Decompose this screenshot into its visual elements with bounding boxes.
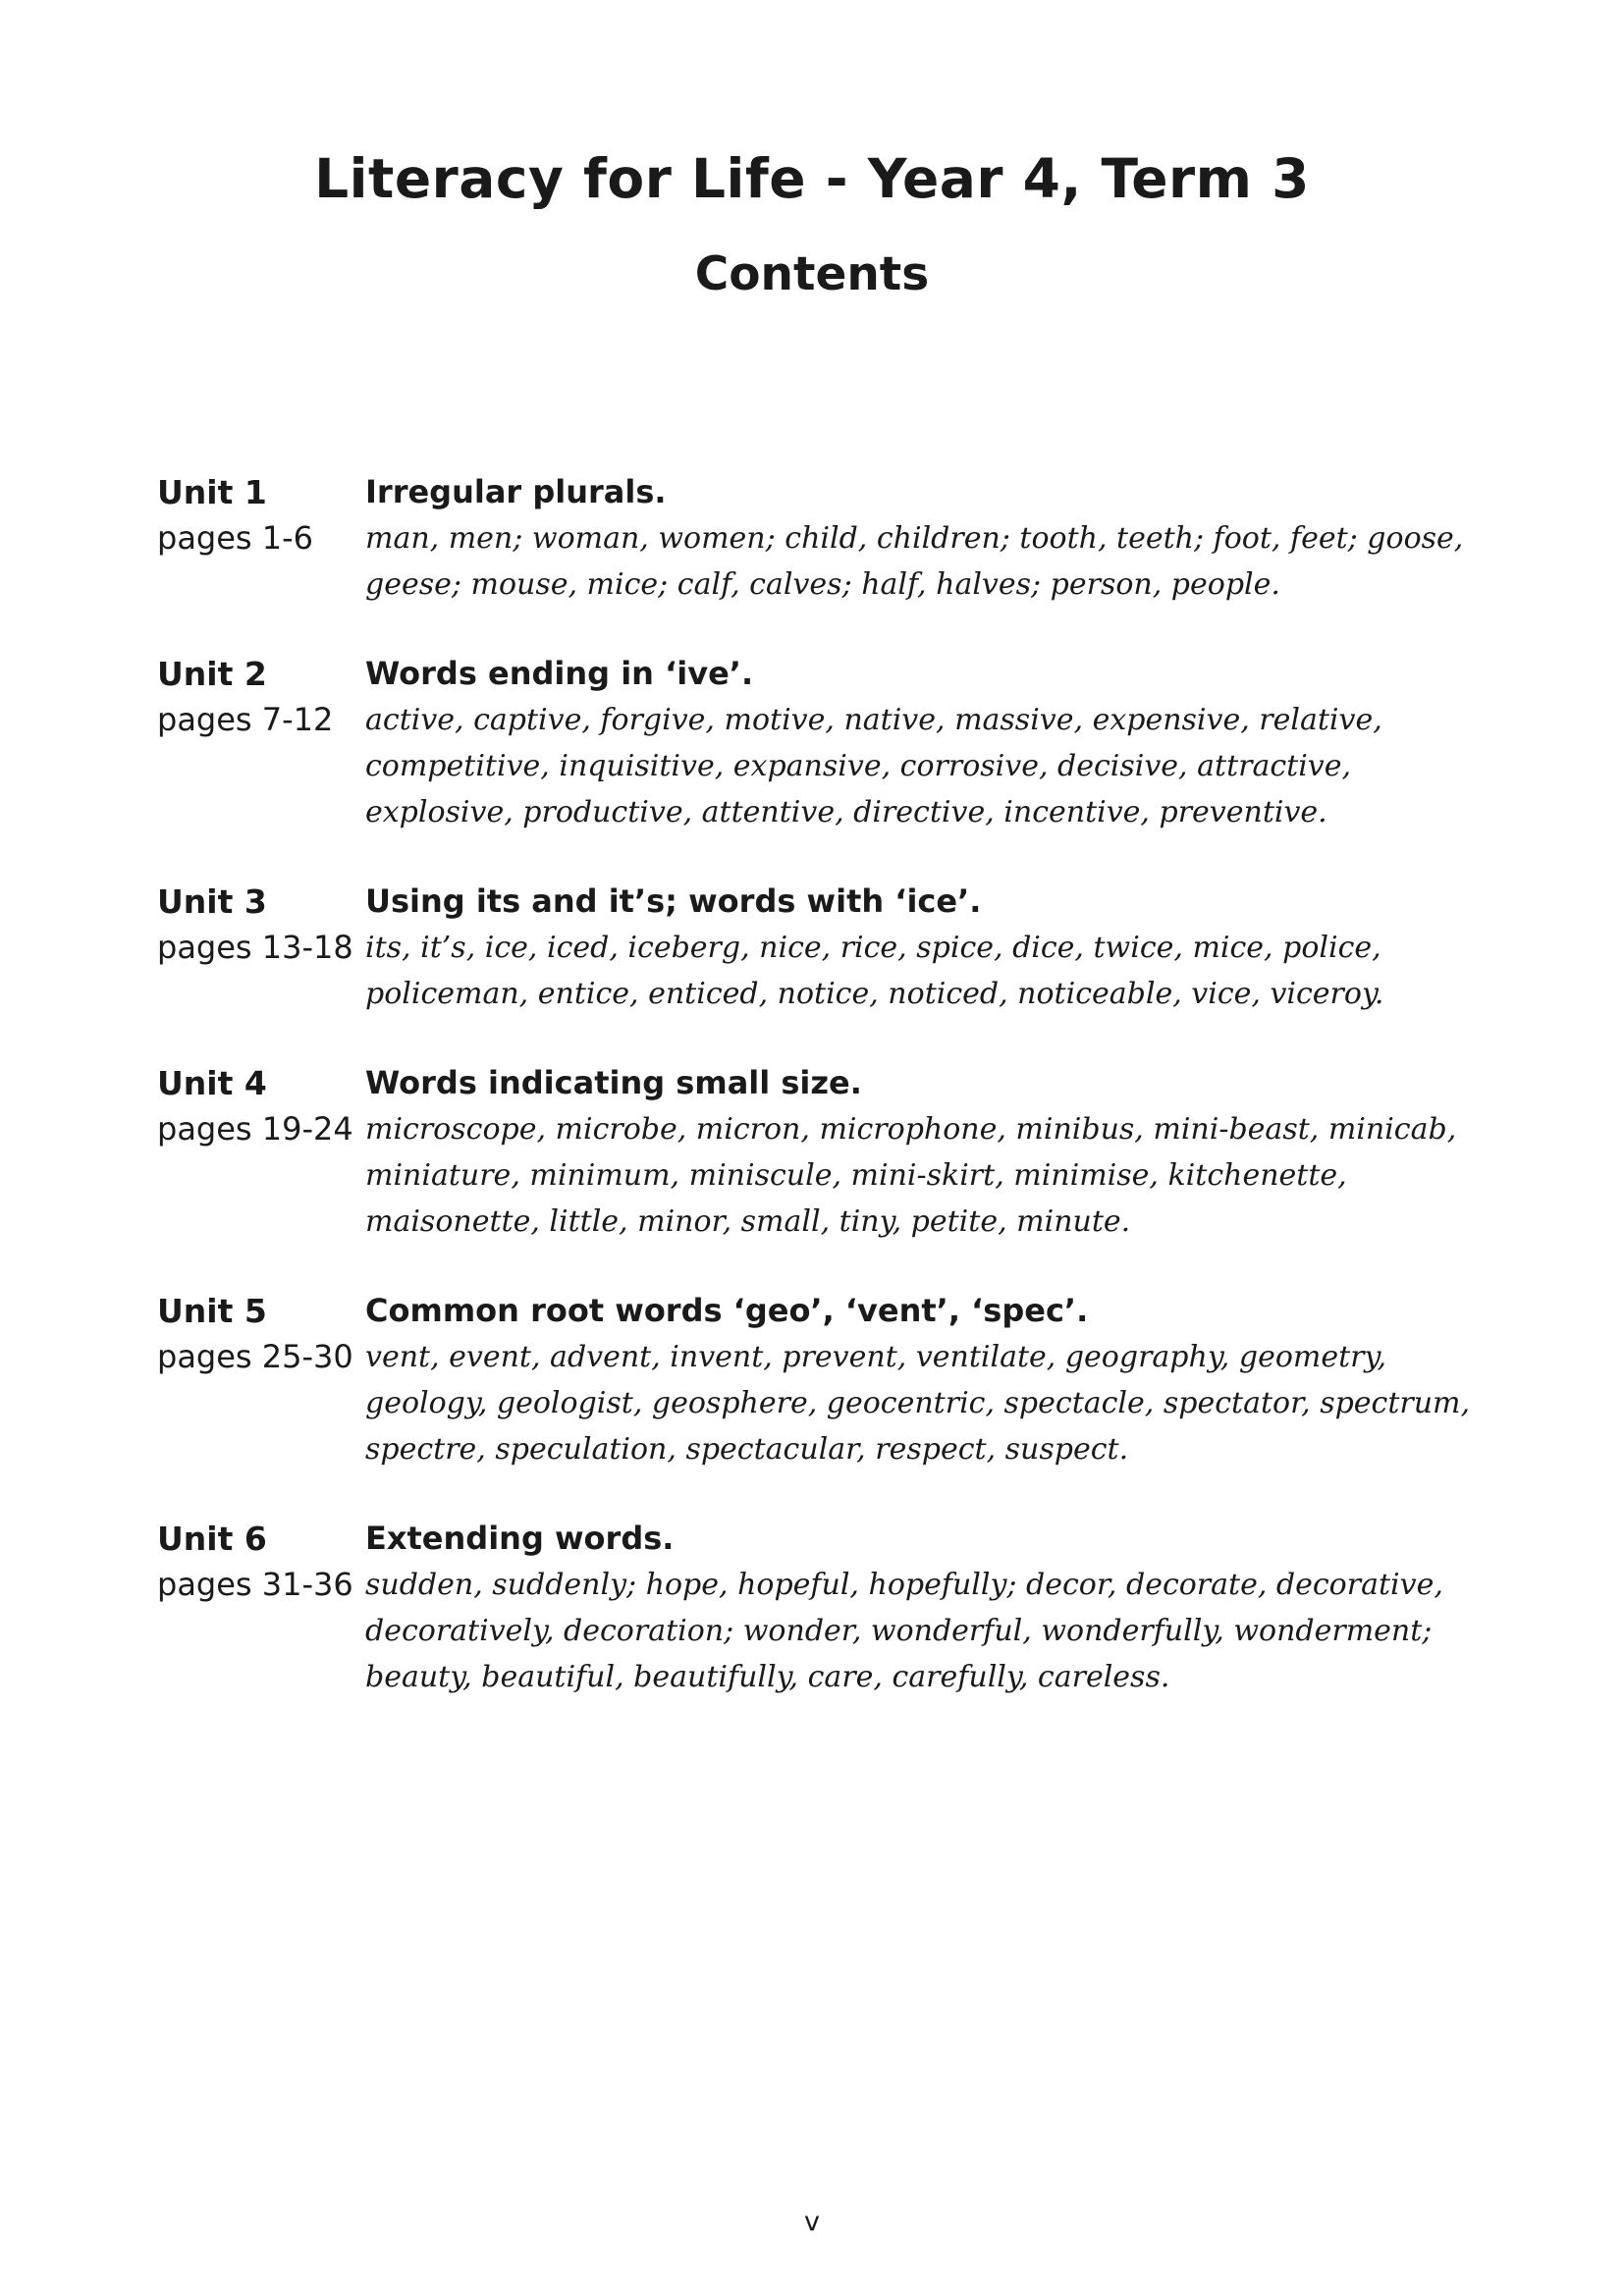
unit-pages: pages 25-30 (157, 1338, 353, 1375)
unit-name: Unit 4 (157, 1064, 267, 1102)
unit-entry-1 (157, 469, 1473, 608)
unit-entry-2 (157, 651, 1473, 835)
unit-entry-3 (157, 879, 1473, 1017)
unit-body (365, 879, 1473, 1017)
unit-entry-5 (157, 1288, 1473, 1472)
unit-pages: pages 13-18 (157, 929, 353, 966)
unit-name: Unit 3 (157, 882, 267, 921)
unit-heading: Using its and it’s; words with ‘ice’. (365, 882, 982, 920)
unit-words: sudden, suddenly; hope, hopeful, hopefully; decor, decorate, decorative, decoratively, decoration; wonder, wonderful, wonderfully, wonderment; beauty, beautiful, beautifully, care, carefully, careless. (365, 1568, 1443, 1694)
unit-meta (157, 1060, 365, 1245)
unit-body (365, 1516, 1473, 1700)
unit-name: Unit 2 (157, 655, 267, 693)
page-number: v (804, 2207, 820, 2237)
unit-heading: Words indicating small size. (365, 1064, 862, 1101)
unit-heading: Common root words ‘geo’, ‘vent’, ‘spec’. (365, 1292, 1089, 1329)
unit-entry-6 (157, 1516, 1473, 1700)
unit-words: vent, event, advent, invent, prevent, ventilate, geography, geometry, geology, geologist, geosphere, geocentric, spectacle, spectator, spectrum, spectre, speculation, spectacular, respect, suspect. (365, 1340, 1471, 1467)
unit-meta (157, 879, 365, 1017)
unit-name: Unit 6 (157, 1520, 267, 1558)
unit-name: Unit 5 (157, 1292, 267, 1330)
unit-body (365, 651, 1473, 835)
unit-meta (157, 469, 365, 608)
unit-words: man, men; woman, women; child, children; tooth, teeth; foot, feet; goose, geese; mouse, mice; calf, calves; half, halves; person, people. (365, 521, 1464, 602)
unit-heading: Irregular plurals. (365, 473, 667, 510)
unit-body (365, 1288, 1473, 1472)
unit-entry-4 (157, 1060, 1473, 1245)
contents-list (157, 469, 1473, 1743)
unit-body (365, 469, 1473, 608)
unit-meta (157, 1288, 365, 1472)
unit-pages: pages 19-24 (157, 1110, 353, 1148)
unit-heading: Extending words. (365, 1520, 675, 1557)
unit-pages: pages 31-36 (157, 1566, 353, 1603)
unit-pages: pages 7-12 (157, 701, 334, 738)
unit-body (365, 1060, 1473, 1245)
unit-meta (157, 651, 365, 835)
unit-pages: pages 1-6 (157, 519, 314, 557)
unit-name: Unit 1 (157, 473, 267, 511)
unit-meta (157, 1516, 365, 1700)
unit-words: active, captive, forgive, motive, native, massive, expensive, relative, competitive, inquisitive, expansive, corrosive, decisive, attractive, explosive, productive, attentive, directive, incentive, preventive. (365, 703, 1382, 829)
page-title: Literacy for Life - Year 4, Term 3 (314, 147, 1310, 210)
unit-heading: Words ending in ‘ive’. (365, 655, 754, 692)
contents-heading: Contents (694, 247, 930, 301)
unit-words: microscope, microbe, micron, microphone, minibus, mini-beast, minicab, miniature, minimum, miniscule, mini-skirt, minimise, kitchenette, maisonette, little, minor, small, tiny, petite, minute. (365, 1112, 1457, 1239)
unit-words: its, it’s, ice, iced, iceberg, nice, rice, spice, dice, twice, mice, police, policeman, entice, enticed, notice, noticed, noticeable, vice, viceroy. (365, 931, 1384, 1011)
